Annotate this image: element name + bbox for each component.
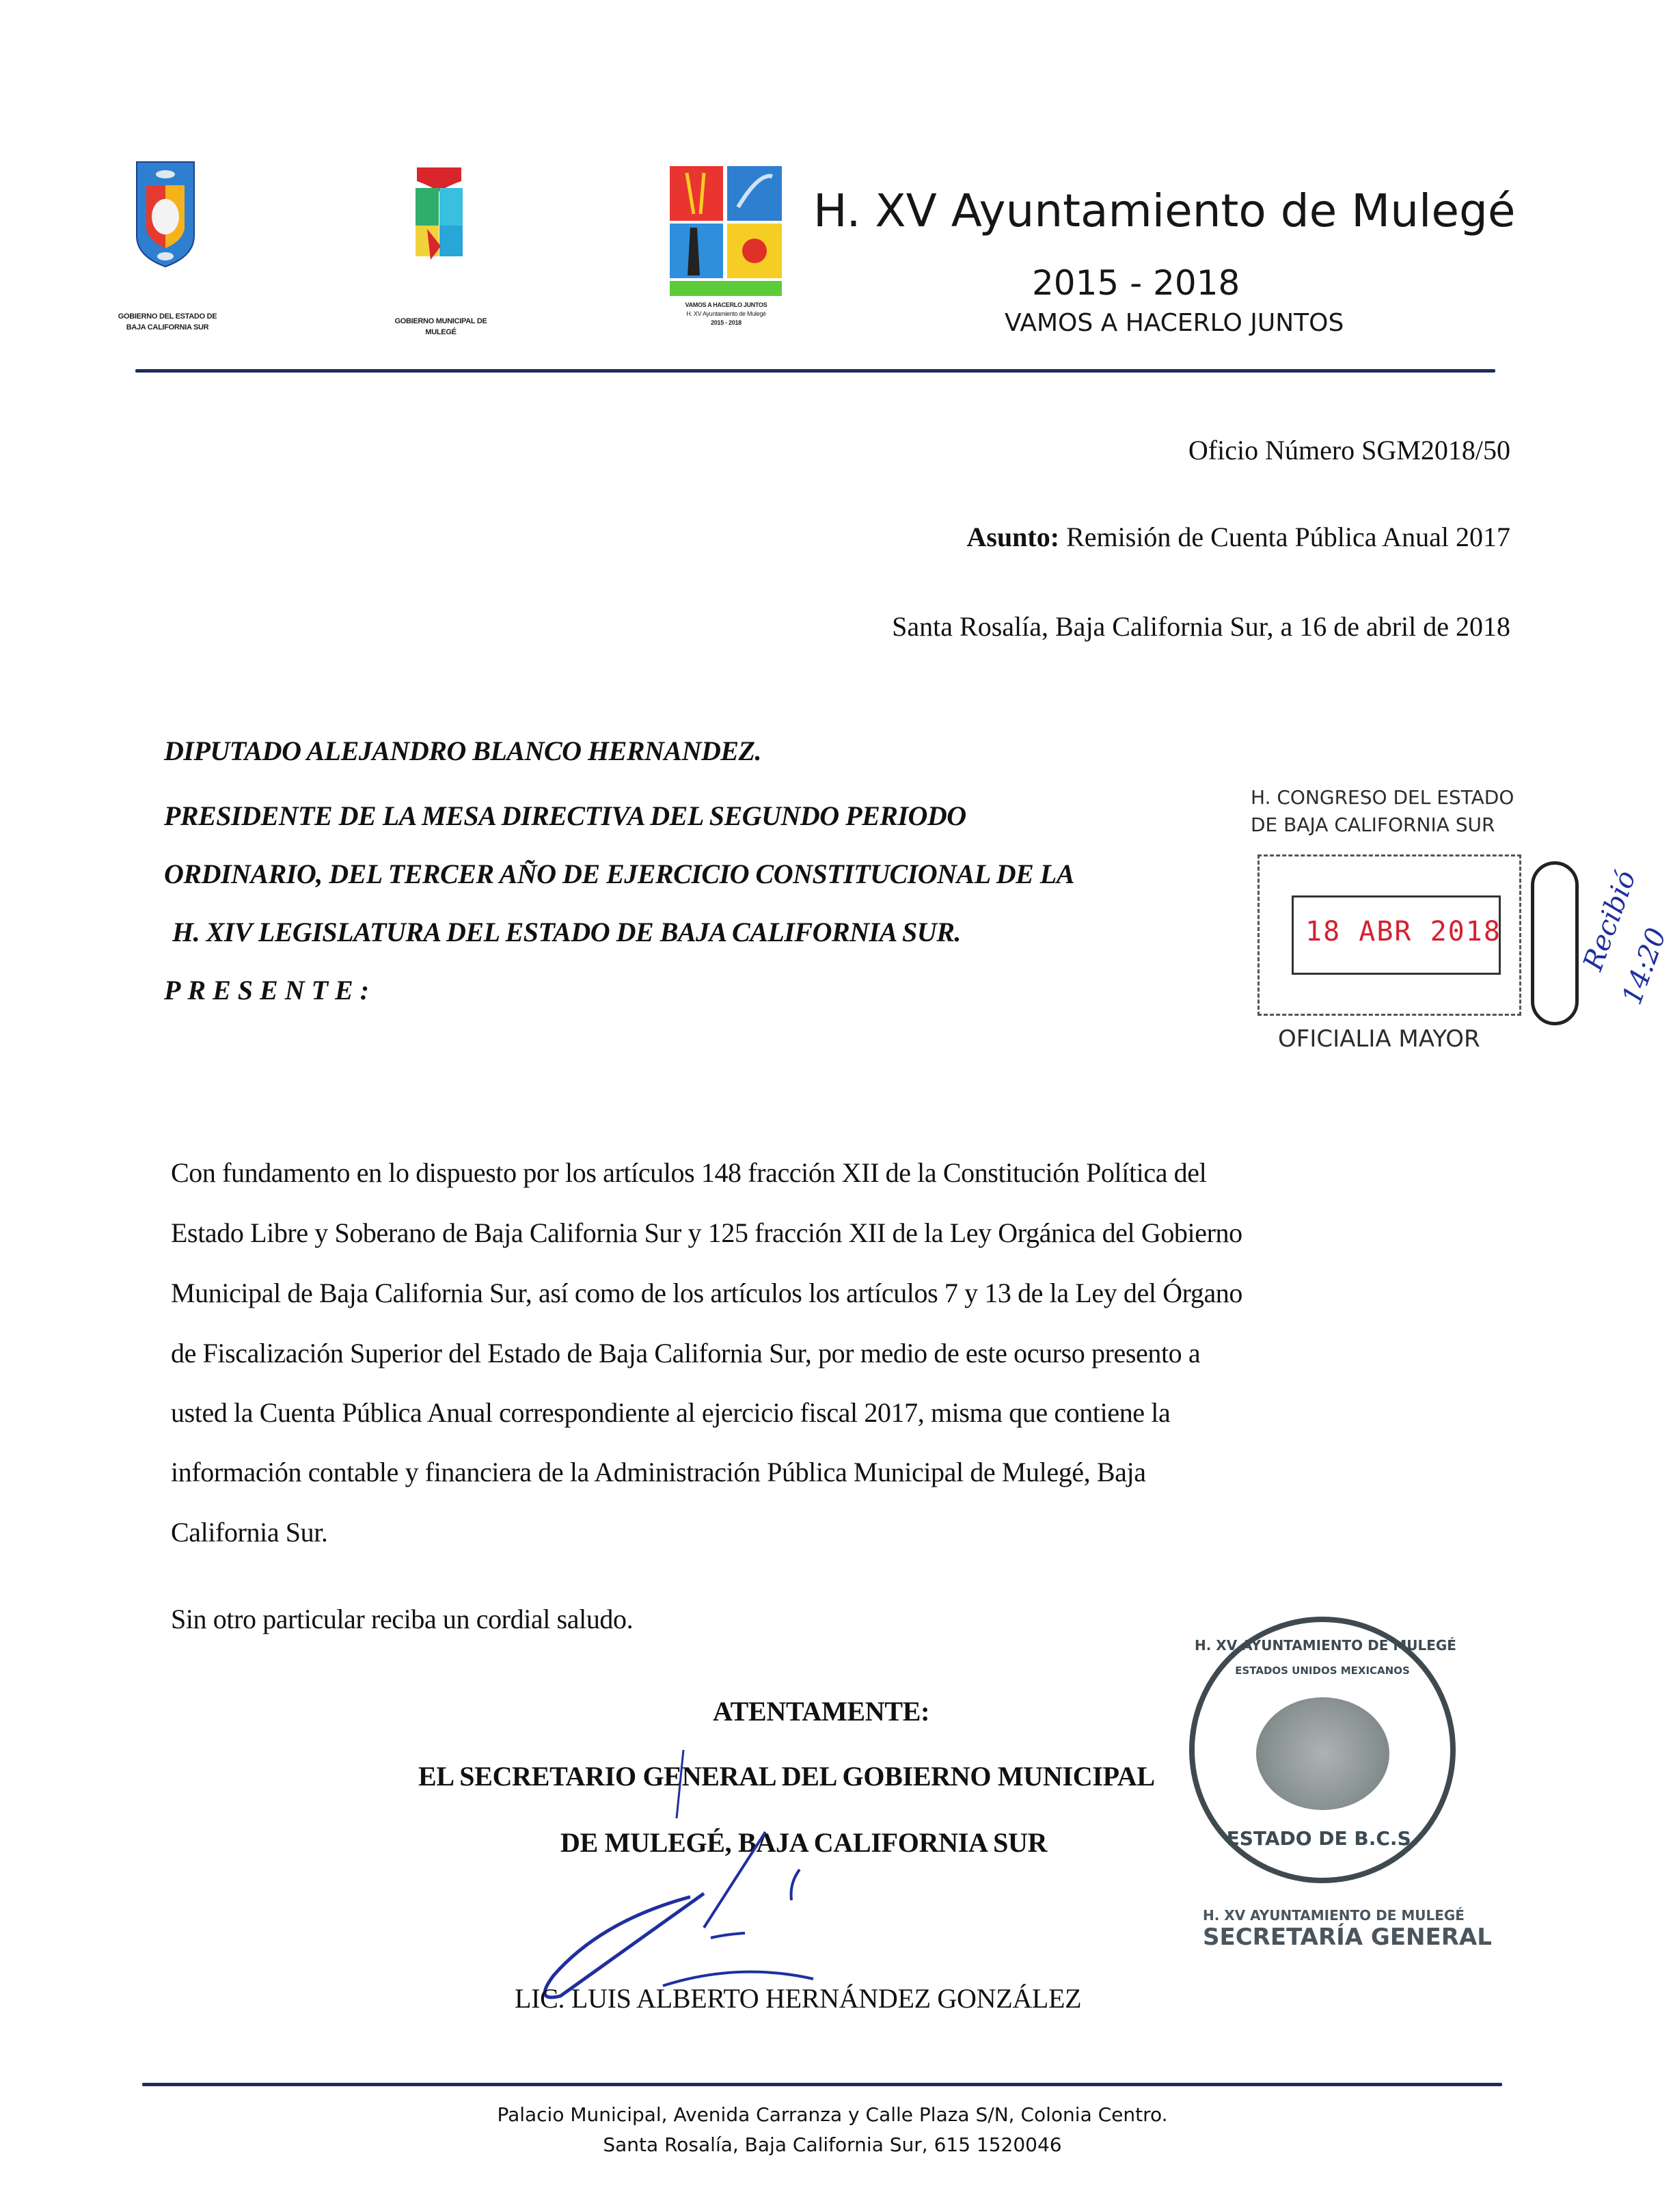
coat-of-arms-mulege-icon [413,164,465,267]
asunto-label: Asunto: [966,522,1060,552]
addressee-line: ORDINARIO, DEL TERCER AÑO DE EJERCICIO CONSTITUCIONAL DE LA [164,859,1074,889]
logo-gobierno-municipal [413,164,465,270]
body-line: Con fundamento en lo dispuesto por los artículos 148 fracción XII de la Constitución Política del [171,1157,1207,1188]
body-line: usted la Cuenta Pública Anual correspondiente al ejercicio fiscal 2017, misma que contiene la [171,1397,1171,1428]
asunto [966,521,1510,553]
logo-caption-estado [106,311,229,333]
addressee-line: DIPUTADO ALEJANDRO BLANCO HERNANDEZ. [164,736,761,766]
secretaria-line2: SECRETARÍA GENERAL [1203,1924,1492,1951]
header-slogan: VAMOS A HACERLO JUNTOS [1005,309,1344,337]
secretaria-stamp [1203,1907,1492,1951]
official-seal [1189,1617,1456,1883]
secretaria-line1: H. XV AYUNTAMIENTO DE MULEGÉ [1203,1907,1465,1924]
stamp-line1: H. CONGRESO DEL ESTADO [1251,786,1514,809]
footer-line2: Santa Rosalía, Baja California Sur, 615 1520046 [603,2133,1062,2156]
stamp-date: 18 ABR 2018 [1305,916,1501,947]
signer-name: LIC. LUIS ALBERTO HERNÁNDEZ GONZÁLEZ [515,1983,1082,2014]
addressee-presente: PRESENTE: [164,975,377,1006]
atentamente: ATENTAMENTE: [713,1696,930,1727]
addressee-line: PRESIDENTE DE LA MESA DIRECTIVA DEL SEGUNDO PERIODO [164,800,966,831]
caption-line: H. XV Ayuntamiento de Mulegé [686,310,766,317]
seal-bottom-text: ESTADO DE B.C.S. [1226,1827,1419,1850]
received-stamp [1251,786,1673,1107]
logo-caption-vamos [649,301,803,327]
logo-caption-municipal [383,316,499,338]
stamp-line2: DE BAJA CALIFORNIA SUR [1251,813,1495,836]
header-title: H. XV Ayuntamiento de Mulegé [813,185,1516,237]
signer-role-line1: EL SECRETARIO GENERAL DEL GOBIERNO MUNICIPAL [418,1761,1155,1792]
body-line: Municipal de Baja California Sur, así como de los artículos los artículos 7 y 13 de la Ley del Órgano [171,1278,1242,1308]
footer-rule [142,2083,1502,2086]
caption-line: 2015 - 2018 [711,319,742,326]
eagle-emblem-icon [1256,1697,1389,1810]
body-line: California Sur. [171,1517,328,1548]
signer-role-line2: DE MULEGÉ, BAJA CALIFORNIA SUR [560,1827,1048,1858]
stamp-footer: OFICIALIA MAYOR [1278,1025,1480,1053]
addressee-line: H. XIV LEGISLATURA DEL ESTADO DE BAJA CALIFORNIA SUR. [172,917,961,947]
seal-inner-text: ESTADOS UNIDOS MEXICANOS [1235,1664,1410,1677]
header-years: 2015 - 2018 [1032,263,1240,303]
footer-address [0,2100,1665,2160]
coat-of-arms-bcs-icon [135,161,195,270]
caption-line: VAMOS A HACERLO JUNTOS [685,301,767,308]
footer-line1: Palacio Municipal, Avenida Carranza y Calle Plaza S/N, Colonia Centro. [497,2103,1168,2126]
asunto-value: Remisión de Cuenta Pública Anual 2017 [1066,522,1510,552]
quadrant-logo-icon [670,166,783,296]
handwritten-received: Recibió [1577,866,1643,975]
closing-greeting: Sin otro particular reciba un cordial saludo. [171,1604,634,1634]
body-line: de Fiscalización Superior del Estado de Baja California Sur, por medio de este ocurso presento a [171,1338,1201,1368]
caption-line: MULEGÉ [425,328,457,336]
caption-line: GOBIERNO DEL ESTADO DE [118,312,217,321]
body-line: información contable y financiera de la Administración Pública Municipal de Mulegé, Baja [171,1457,1146,1487]
header-rule [135,369,1495,373]
handwritten-time: 14:20 [1616,923,1673,1009]
logo-gobierno-estado [135,161,195,273]
caption-line: BAJA CALIFORNIA SUR [126,323,209,332]
oficio-number: Oficio Número SGM2018/50 [1188,435,1510,466]
caption-line: GOBIERNO MUNICIPAL DE [394,317,487,325]
logo-vamos-hacerlo-juntos [670,166,783,299]
seal-outer-text: H. XV AYUNTAMIENTO DE MULEGÉ [1195,1637,1456,1654]
signature-scribble-icon [478,1750,957,2010]
place-date: Santa Rosalía, Baja California Sur, a 16 de abril de 2018 [892,611,1510,642]
body-line: Estado Libre y Soberano de Baja California Sur y 125 fracción XII de la Ley Orgánica del Gobierno [171,1217,1242,1248]
stamp-oval-icon [1531,861,1579,1025]
